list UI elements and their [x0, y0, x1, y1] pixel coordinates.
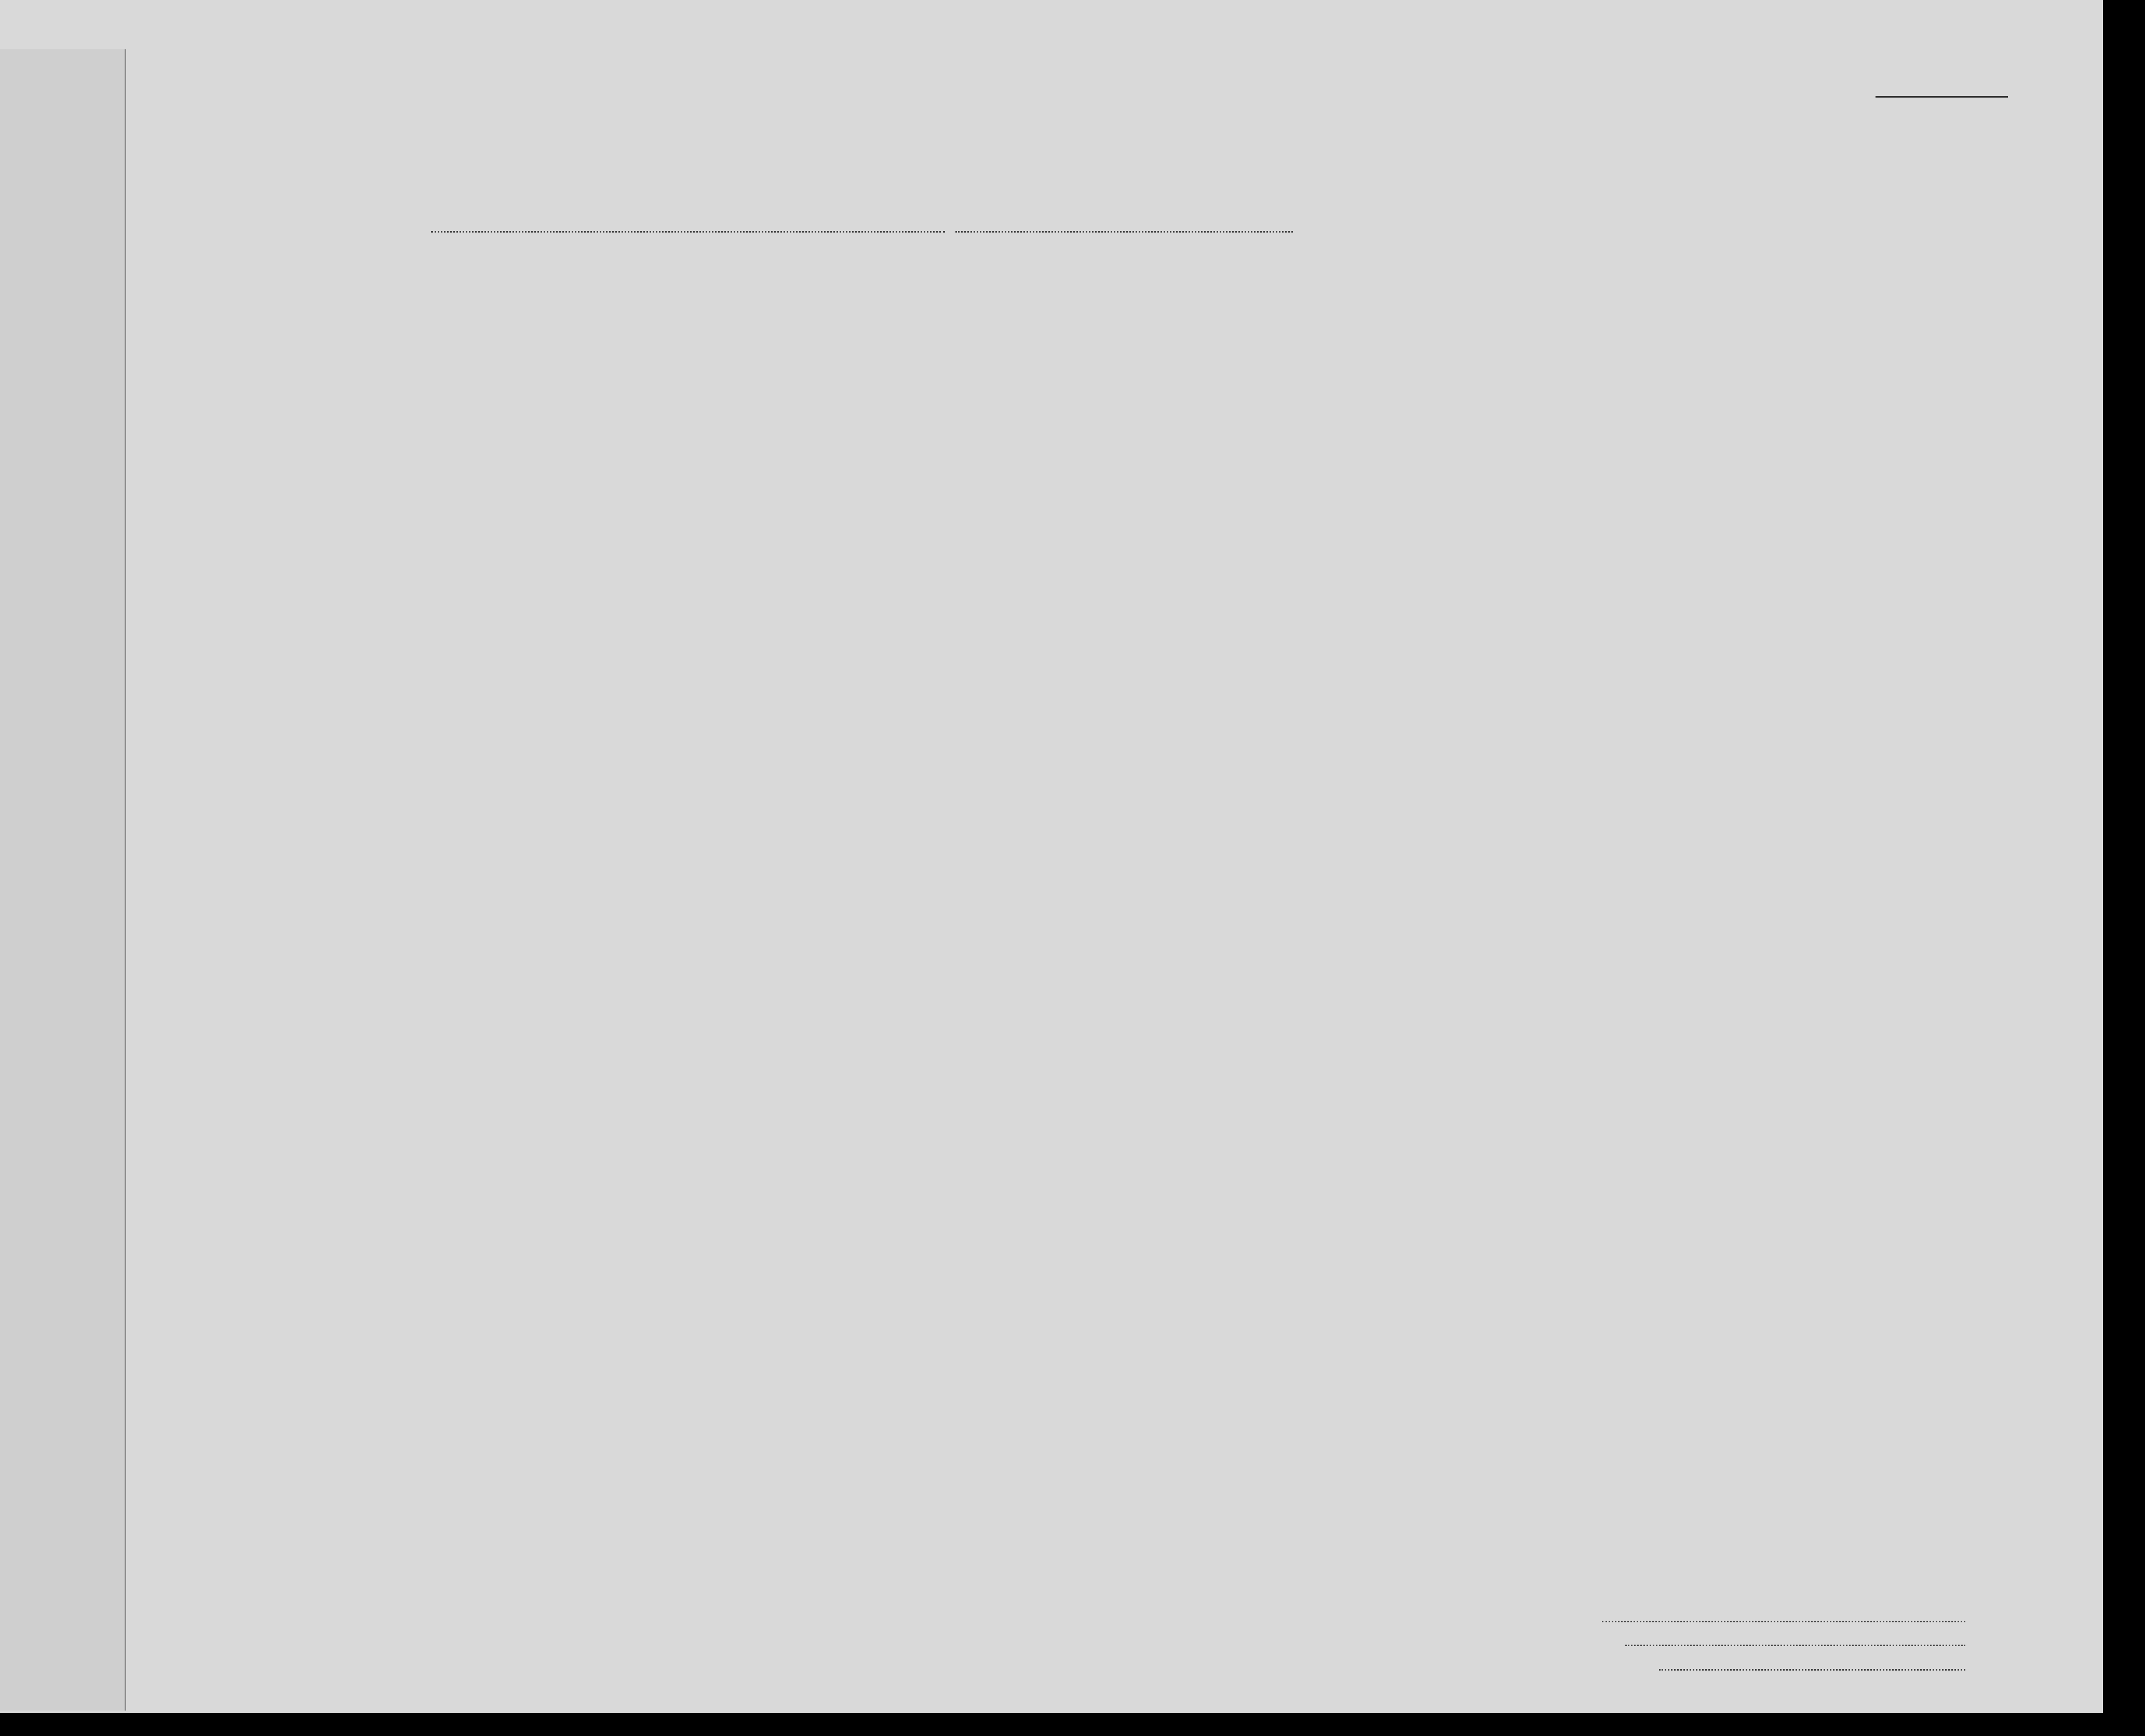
- header-28: [1480, 299, 1529, 415]
- header-24b: [1303, 324, 1323, 415]
- list-underline: [1876, 96, 2008, 98]
- agents-field: [1659, 1669, 1965, 1671]
- header-24c: [1342, 324, 1362, 415]
- row1-where: [905, 440, 956, 447]
- row1-address-hw: [431, 455, 508, 469]
- header-29: [1538, 299, 1567, 415]
- row1-foreign: [487, 422, 557, 440]
- date-line: [955, 231, 1293, 233]
- line-field: [1602, 1621, 1965, 1622]
- port-line: [431, 231, 945, 233]
- header-25: [1382, 299, 1413, 415]
- header-31: [1600, 299, 1618, 415]
- owners-field: [1625, 1645, 1965, 1646]
- header-24a: [1267, 324, 1287, 415]
- header-30: [1574, 299, 1593, 415]
- left-stub: [0, 49, 126, 1711]
